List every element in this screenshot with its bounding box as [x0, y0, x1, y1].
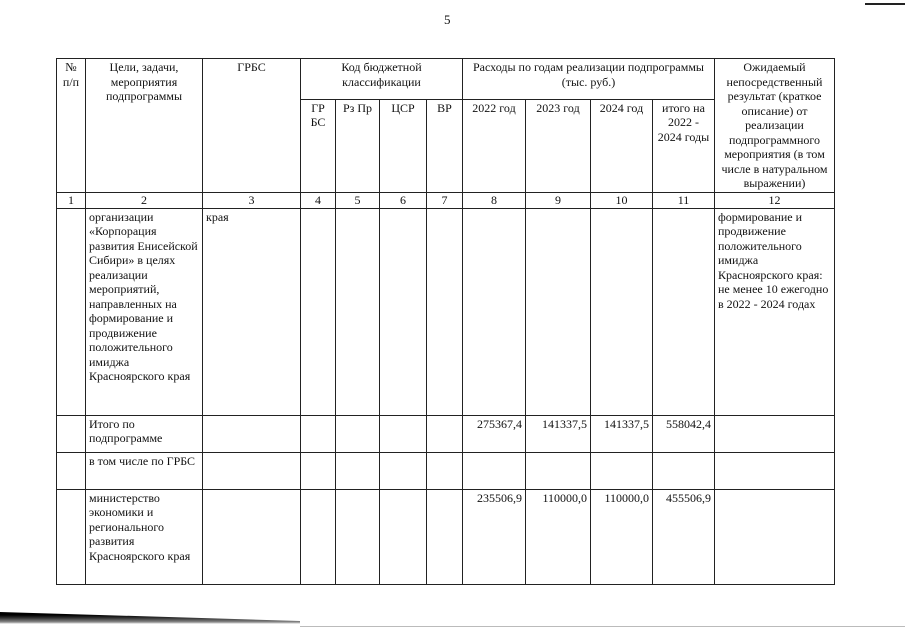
column-number: 7 [427, 192, 463, 208]
row-2022: 235506,9 [463, 489, 526, 584]
header-year-2022: 2022 год [463, 99, 526, 192]
row-total: 455506,9 [653, 489, 715, 584]
column-number: 11 [653, 192, 715, 208]
row-rzpr [336, 415, 380, 452]
row-num [57, 489, 86, 584]
header-goals: Цели, задачи, мероприятия подпрограммы [86, 59, 203, 193]
column-number: 2 [86, 192, 203, 208]
column-number: 3 [203, 192, 301, 208]
header-year-2024: 2024 год [591, 99, 653, 192]
header-code-vr: ВР [427, 99, 463, 192]
row-2024 [591, 452, 653, 489]
row-rzpr [336, 452, 380, 489]
column-number: 9 [526, 192, 591, 208]
row-goal: министерство экономики и регионального развития Красноярского края [86, 489, 203, 584]
row-total [653, 208, 715, 415]
row-csr [380, 452, 427, 489]
header-total: итого на 2022 - 2024 годы [653, 99, 715, 192]
row-goal: в том числе по ГРБС [86, 452, 203, 489]
row-vr [427, 208, 463, 415]
table-row [57, 208, 835, 415]
column-number: 10 [591, 192, 653, 208]
row-result [715, 452, 835, 489]
row-num [57, 452, 86, 489]
row-grbs-code [301, 415, 336, 452]
row-goal: Итого по подпрограмме [86, 415, 203, 452]
header-code-rzpr: Рз Пр [336, 99, 380, 192]
row-result: формирование и продвижение положительного имиджа Красноярского края: не менее 10 ежегодно в 2022 - 2024 годах [715, 208, 835, 415]
column-number: 12 [715, 192, 835, 208]
row-2023: 141337,5 [526, 415, 591, 452]
column-number: 6 [380, 192, 427, 208]
header-expenses: Расходы по годам реализации подпрограммы (тыс. руб.) [463, 59, 715, 100]
page-number: 5 [444, 12, 451, 27]
column-number: 8 [463, 192, 526, 208]
row-goal: организации «Корпорация развития Енисейской Сибири» в целях реализации мероприятий, направленных на формирование и продвижение положительного имиджа Красноярского края [86, 208, 203, 415]
row-grbs-code [301, 452, 336, 489]
column-number: 5 [336, 192, 380, 208]
row-vr [427, 452, 463, 489]
scan-edge-line [865, 3, 905, 5]
row-2024 [591, 208, 653, 415]
row-2023 [526, 452, 591, 489]
row-vr [427, 415, 463, 452]
row-grbs: края [203, 208, 301, 415]
scan-edge-line-bottom [300, 626, 905, 627]
budget-table [56, 58, 835, 585]
row-grbs-code [301, 489, 336, 584]
row-csr [380, 415, 427, 452]
header-code-grbs: ГР БС [301, 99, 336, 192]
row-total: 558042,4 [653, 415, 715, 452]
row-2022 [463, 208, 526, 415]
row-csr [380, 208, 427, 415]
column-number: 1 [57, 192, 86, 208]
header-year-2023: 2023 год [526, 99, 591, 192]
row-num [57, 208, 86, 415]
row-rzpr [336, 489, 380, 584]
header-budget-code: Код бюджетной классификации [301, 59, 463, 100]
row-csr [380, 489, 427, 584]
row-result [715, 489, 835, 584]
row-num [57, 415, 86, 452]
row-result [715, 415, 835, 452]
row-2024: 110000,0 [591, 489, 653, 584]
row-2023: 110000,0 [526, 489, 591, 584]
scan-edge-shadow [0, 612, 300, 624]
row-grbs [203, 452, 301, 489]
row-vr [427, 489, 463, 584]
row-grbs [203, 415, 301, 452]
row-grbs [203, 489, 301, 584]
row-rzpr [336, 208, 380, 415]
header-result: Ожидаемый непосредственный результат (краткое описание) от реализации подпрограммного мероприятия (в том числе в натуральном выражении) [715, 59, 835, 193]
column-number-row [57, 192, 835, 208]
row-grbs-code [301, 208, 336, 415]
row-2024: 141337,5 [591, 415, 653, 452]
table-row [57, 489, 835, 584]
row-total [653, 452, 715, 489]
column-number: 4 [301, 192, 336, 208]
header-num: № п/п [57, 59, 86, 193]
header-grbs: ГРБС [203, 59, 301, 193]
table-row [57, 415, 835, 452]
row-2022 [463, 452, 526, 489]
table-row [57, 452, 835, 489]
row-2022: 275367,4 [463, 415, 526, 452]
row-2023 [526, 208, 591, 415]
header-code-csr: ЦСР [380, 99, 427, 192]
